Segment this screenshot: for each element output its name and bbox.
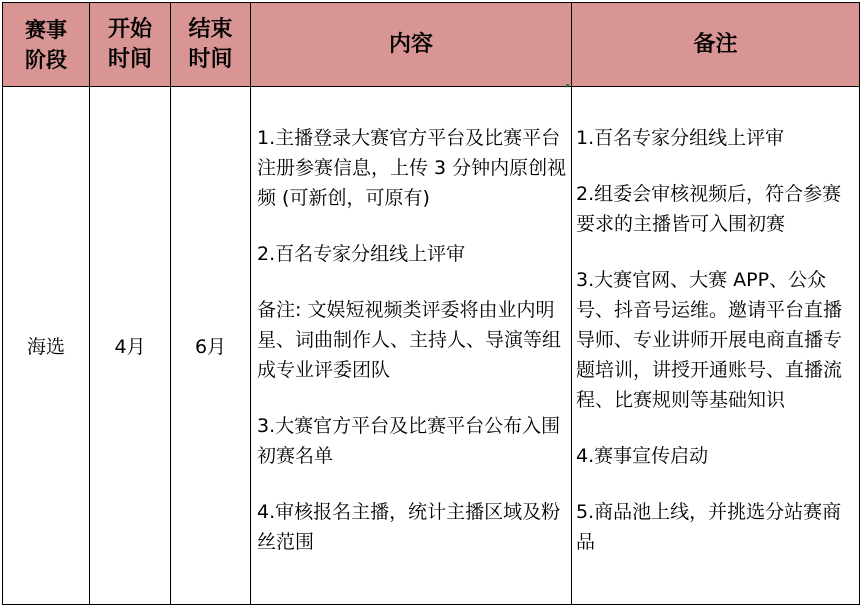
cell-comment-marker xyxy=(566,84,570,88)
content-item: 3.大赛官方平台及比赛平台公布入围初赛名单 xyxy=(257,415,561,467)
cell-start: 4月 xyxy=(90,87,171,605)
header-end-text: 结束 时间 xyxy=(188,16,233,72)
header-row xyxy=(3,3,860,87)
cell-stage: 海选 xyxy=(3,87,90,605)
cell-content xyxy=(251,87,572,605)
notes-item: 2.组委会审核视频后，符合参赛要求的主播皆可入围初赛 xyxy=(576,183,842,235)
header-stage-line1: 赛事 阶段 xyxy=(25,17,67,72)
header-stage xyxy=(3,3,90,87)
content-item: 1.主播登录大赛官方平台及比赛平台注册参赛信息，上传 3 分钟内原创视频 (可新创，可原有) xyxy=(257,127,567,209)
schedule-table xyxy=(2,2,860,605)
header-content: 内容 xyxy=(251,3,572,87)
cell-notes xyxy=(572,87,860,605)
notes-item: 4.赛事宣传启动 xyxy=(576,445,709,467)
cell-end: 6月 xyxy=(171,87,251,605)
content-item: 2.百名专家分组线上评审 xyxy=(257,243,466,265)
header-start xyxy=(90,3,171,87)
notes-item: 5.商品池上线，并挑选分站赛商品 xyxy=(576,501,842,553)
notes-item: 3.大赛官网、大赛 APP、公众号、抖音号运维。邀请平台直播导师、专业讲师开展电商直播专题培训，讲授开通账号、直播流程、比赛规则等基础知识 xyxy=(576,269,843,411)
table-row xyxy=(3,87,860,605)
notes-item: 1.百名专家分组线上评审 xyxy=(576,127,785,149)
content-item: 备注: 文娱短视频类评委将由业内明星、词曲制作人、主持人、导演等组成专业评委团队 xyxy=(257,299,562,381)
header-start-text: 开始 时间 xyxy=(107,16,152,72)
header-end xyxy=(171,3,251,87)
content-item: 4.审核报名主播，统计主播区域及粉丝范围 xyxy=(257,501,561,553)
header-notes: 备注 xyxy=(572,3,860,87)
